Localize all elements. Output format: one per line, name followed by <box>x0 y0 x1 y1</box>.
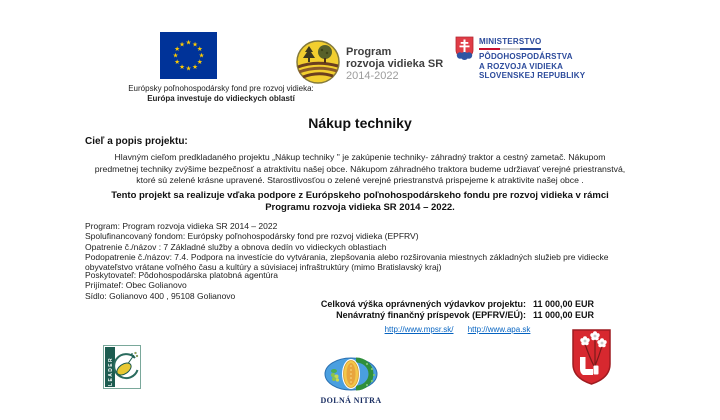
provider-details <box>85 270 485 301</box>
link-apa[interactable]: http://www.apa.sk <box>467 325 531 334</box>
provider-line: Poskytovateľ: Pôdohospodárska platobná agentúra <box>85 270 278 280</box>
eu-fund-caption-line1: Európsky poľnohospodársky fond pre rozvoj vidieka: <box>128 84 314 93</box>
ministry-line2: PÔDOHOSPODÁRSTVA <box>479 52 573 61</box>
rural-development-program-wordmark <box>346 46 443 82</box>
svg-text:★: ★ <box>185 38 192 47</box>
svg-text:★: ★ <box>172 51 179 60</box>
rural-development-program-icon <box>296 40 340 84</box>
address-line: Sídlo: Golianovo 400 , 95108 Golianovo <box>85 290 236 301</box>
dolna-nitra-logo-icon <box>323 356 379 394</box>
svg-text:★: ★ <box>185 64 192 73</box>
detail-line-measure: Opatrenie č./názov : 7 Základné služby a obnova dedín vo vidieckych oblastiach <box>85 241 387 252</box>
detail-line-program: Program: Program rozvoja vidieka SR 2014 – 2022 <box>85 221 278 231</box>
svg-text:★: ★ <box>179 40 185 49</box>
slovak-coat-of-arms-icon <box>455 36 474 60</box>
total-expenditure-value: 11 000,00 EUR <box>533 299 595 309</box>
support-statement: Tento projekt sa realizuje vďaka podpore z Európskeho poľnohospodárskeho fondu pre rozvoj vidieka v rámci Programu rozvoja vidieka SR 2014 – 2022. <box>111 190 609 213</box>
grant-label: Nenávratný finančný príspevok (EPFRV/EÚ): <box>336 310 527 320</box>
svg-text:★: ★ <box>192 63 198 71</box>
eu-fund-caption <box>96 84 346 104</box>
golianovo-coat-of-arms-icon <box>571 328 612 386</box>
dolna-nitra-label: DOLNÁ NITRA <box>320 396 382 405</box>
eu-fund-caption-line2: Európa investuje do vidieckych oblastí <box>147 94 295 103</box>
program-details <box>85 221 643 272</box>
svg-text:★: ★ <box>179 63 185 71</box>
prv-line1: Program <box>346 46 392 58</box>
svg-text:★: ★ <box>174 45 181 54</box>
recipient-line: Prijímateľ: Obec Golianovo <box>85 280 187 291</box>
prv-line2: rozvoja vidieka SR <box>346 58 444 70</box>
total-expenditure-label: Celková výška oprávnených výdavkov projektu: <box>320 299 527 309</box>
grant-value: 11 000,00 EUR <box>533 310 595 320</box>
ministry-line3: A ROZVOJA VIDIEKA <box>479 61 564 71</box>
prv-years: 2014-2022 <box>346 70 399 82</box>
ministry-tricolor-line <box>479 48 541 50</box>
svg-text:★: ★ <box>174 58 181 67</box>
svg-text:★: ★ <box>196 58 203 67</box>
detail-line-fund: Spolufinancovaný fondom: Európsky poľnohospodársky fond pre rozvoj vidieka (EPFRV) <box>85 231 419 242</box>
link-mpsr[interactable]: http://www.mpsr.sk/ <box>384 325 454 334</box>
ministry-wordmark <box>479 37 585 81</box>
leader-vertical-label: LEADER <box>108 357 115 386</box>
eu-flag-icon <box>160 32 217 79</box>
page-title: Nákup techniky <box>308 115 412 131</box>
detail-line-submeasure: Podopatrenie č./názov: 7.4. Podpora na investície do vytvárania, zlepšovania alebo rozširovania miestnych základných služieb pre vidiecke obyvateľstvo vrátane voľného času a kultúry a súvisiacej infraštruktúry (mimo Bratislavský kraj) <box>85 251 609 273</box>
leader-logo-icon <box>103 345 141 389</box>
svg-text:★: ★ <box>198 51 205 60</box>
svg-text:★: ★ <box>192 40 198 49</box>
ministry-line4: SLOVENSKEJ REPUBLIKY <box>479 71 586 80</box>
project-description: Hlavným cieľom predkladaného projektu „Nákup techniky " je zakúpenie techniky- záhradný traktor a cestný zametač. Nákupom predmetnej techniky zvýšime bezpečnosť a atraktivitu našej obce. Nákupom záhradného traktora budeme udržiavať verejné priestranstvá, ktoré sú zelené krásne upravené. Starostlivosťou o zelené verejné priestranstvá prispejeme k atraktivite našej obce . <box>94 152 626 185</box>
financials-block <box>285 299 630 321</box>
section-heading: Cieľ a popis projektu: <box>85 136 188 147</box>
svg-text:★: ★ <box>196 45 203 54</box>
ministry-line1: MINISTERSTVO <box>479 37 542 46</box>
